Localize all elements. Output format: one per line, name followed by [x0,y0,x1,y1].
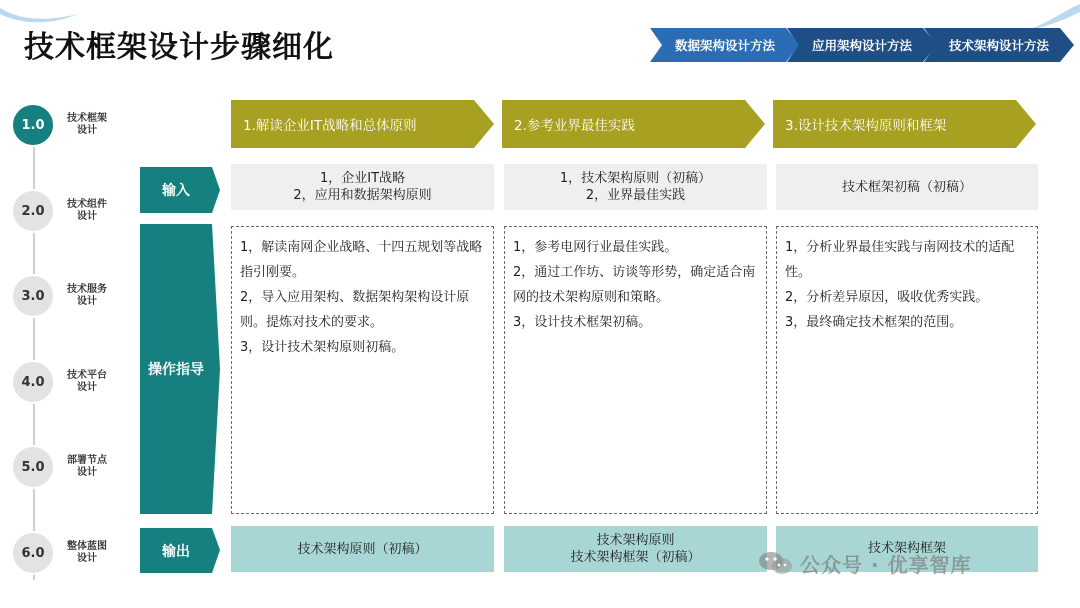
tab-technical-architecture-method[interactable] [924,28,1074,62]
method-tabs [650,28,1075,62]
phase-label: 3.设计技术架构原则和框架 [785,118,947,134]
step-label-2: 技术组件 设计 [67,199,107,222]
guide-item: 2，通过工作坊、访谈等形势，确定适合南网的技术架构原则和策略。 [513,265,756,305]
input-line: 1，企业IT战略 [319,171,406,186]
phase-label: 1.解读企业IT战略和总体原则 [243,118,417,134]
guide-item: 2，分析差异原因，吸收优秀实践。 [785,290,989,305]
step-node-2[interactable]: 2.0 [11,189,55,233]
step-node-5[interactable]: 5.0 [11,445,55,489]
guide-item: 1，分析业界最佳实践与南网技术的适配性。 [785,240,1015,280]
tab-application-architecture-method[interactable] [787,28,937,62]
guide-cell-3 [776,226,1038,514]
page-title: 技术框架设计步骤细化 [24,30,334,65]
output-cell-2 [504,526,767,572]
step-label-3: 技术服务 设计 [67,284,107,307]
guide-cell-2 [504,226,767,514]
input-cell-1 [231,164,494,210]
step-node-3[interactable]: 3.0 [11,274,55,318]
phase-header-3 [773,100,1036,148]
watermark [758,548,972,578]
tab-label: 数据架构设计方法 [674,38,775,53]
tab-label: 应用架构设计方法 [811,38,912,53]
output-cell-1 [231,526,494,572]
guide-item: 2，导入应用架构、数据架构架构设计原则。提炼对技术的要求。 [240,290,470,330]
input-line: 技术框架初稿（初稿） [841,179,972,195]
guide-cell-1 [231,226,494,514]
guide-item: 1，解读南网企业战略、十四五规划等战略指引刚要。 [240,240,483,280]
tab-data-architecture-method[interactable] [650,28,800,62]
output-line: 技术架构框架 [867,541,946,556]
phase-label: 2.参考业界最佳实践 [514,118,635,134]
input-line: 1，技术架构原则（初稿） [559,171,712,186]
step-node-1[interactable]: 1.0 [11,103,55,147]
output-line: 技术架构原则 [596,533,675,548]
input-line: 2，业界最佳实践 [585,188,686,203]
phase-header-2 [502,100,765,148]
output-line: 技术架构原则（初稿） [297,541,428,557]
watermark-text: 公众号 · 优享智库 [800,552,972,577]
step-node-4[interactable]: 4.0 [11,360,55,404]
output-line: 技术架构框架（初稿） [570,550,701,565]
step-node-6[interactable]: 6.0 [11,531,55,575]
step-label-6: 整体蓝图 设计 [67,541,107,564]
step-label-4: 技术平台 设计 [67,370,107,393]
wechat-icon [758,550,794,576]
input-line: 2，应用和数据架构原则 [293,188,432,203]
guide-item: 3，设计技术架构原则初稿。 [240,340,405,355]
guide-item: 1，参考电网行业最佳实践。 [513,240,678,255]
input-cell-3 [776,164,1038,210]
tab-label: 技术架构设计方法 [948,38,1049,53]
guide-item: 3，最终确定技术框架的范围。 [785,315,963,330]
step-timeline-line [33,110,35,580]
row-label-input: 输入 [140,167,220,213]
row-label-output: 输出 [140,528,220,573]
row-label-guide: 操作指导 [140,224,220,514]
step-label-5: 部署节点 设计 [67,455,107,478]
guide-item: 3，设计技术框架初稿。 [513,315,652,330]
input-cell-2 [504,164,767,210]
phase-header-1 [231,100,494,148]
step-label-1: 技术框架 设计 [67,113,107,136]
